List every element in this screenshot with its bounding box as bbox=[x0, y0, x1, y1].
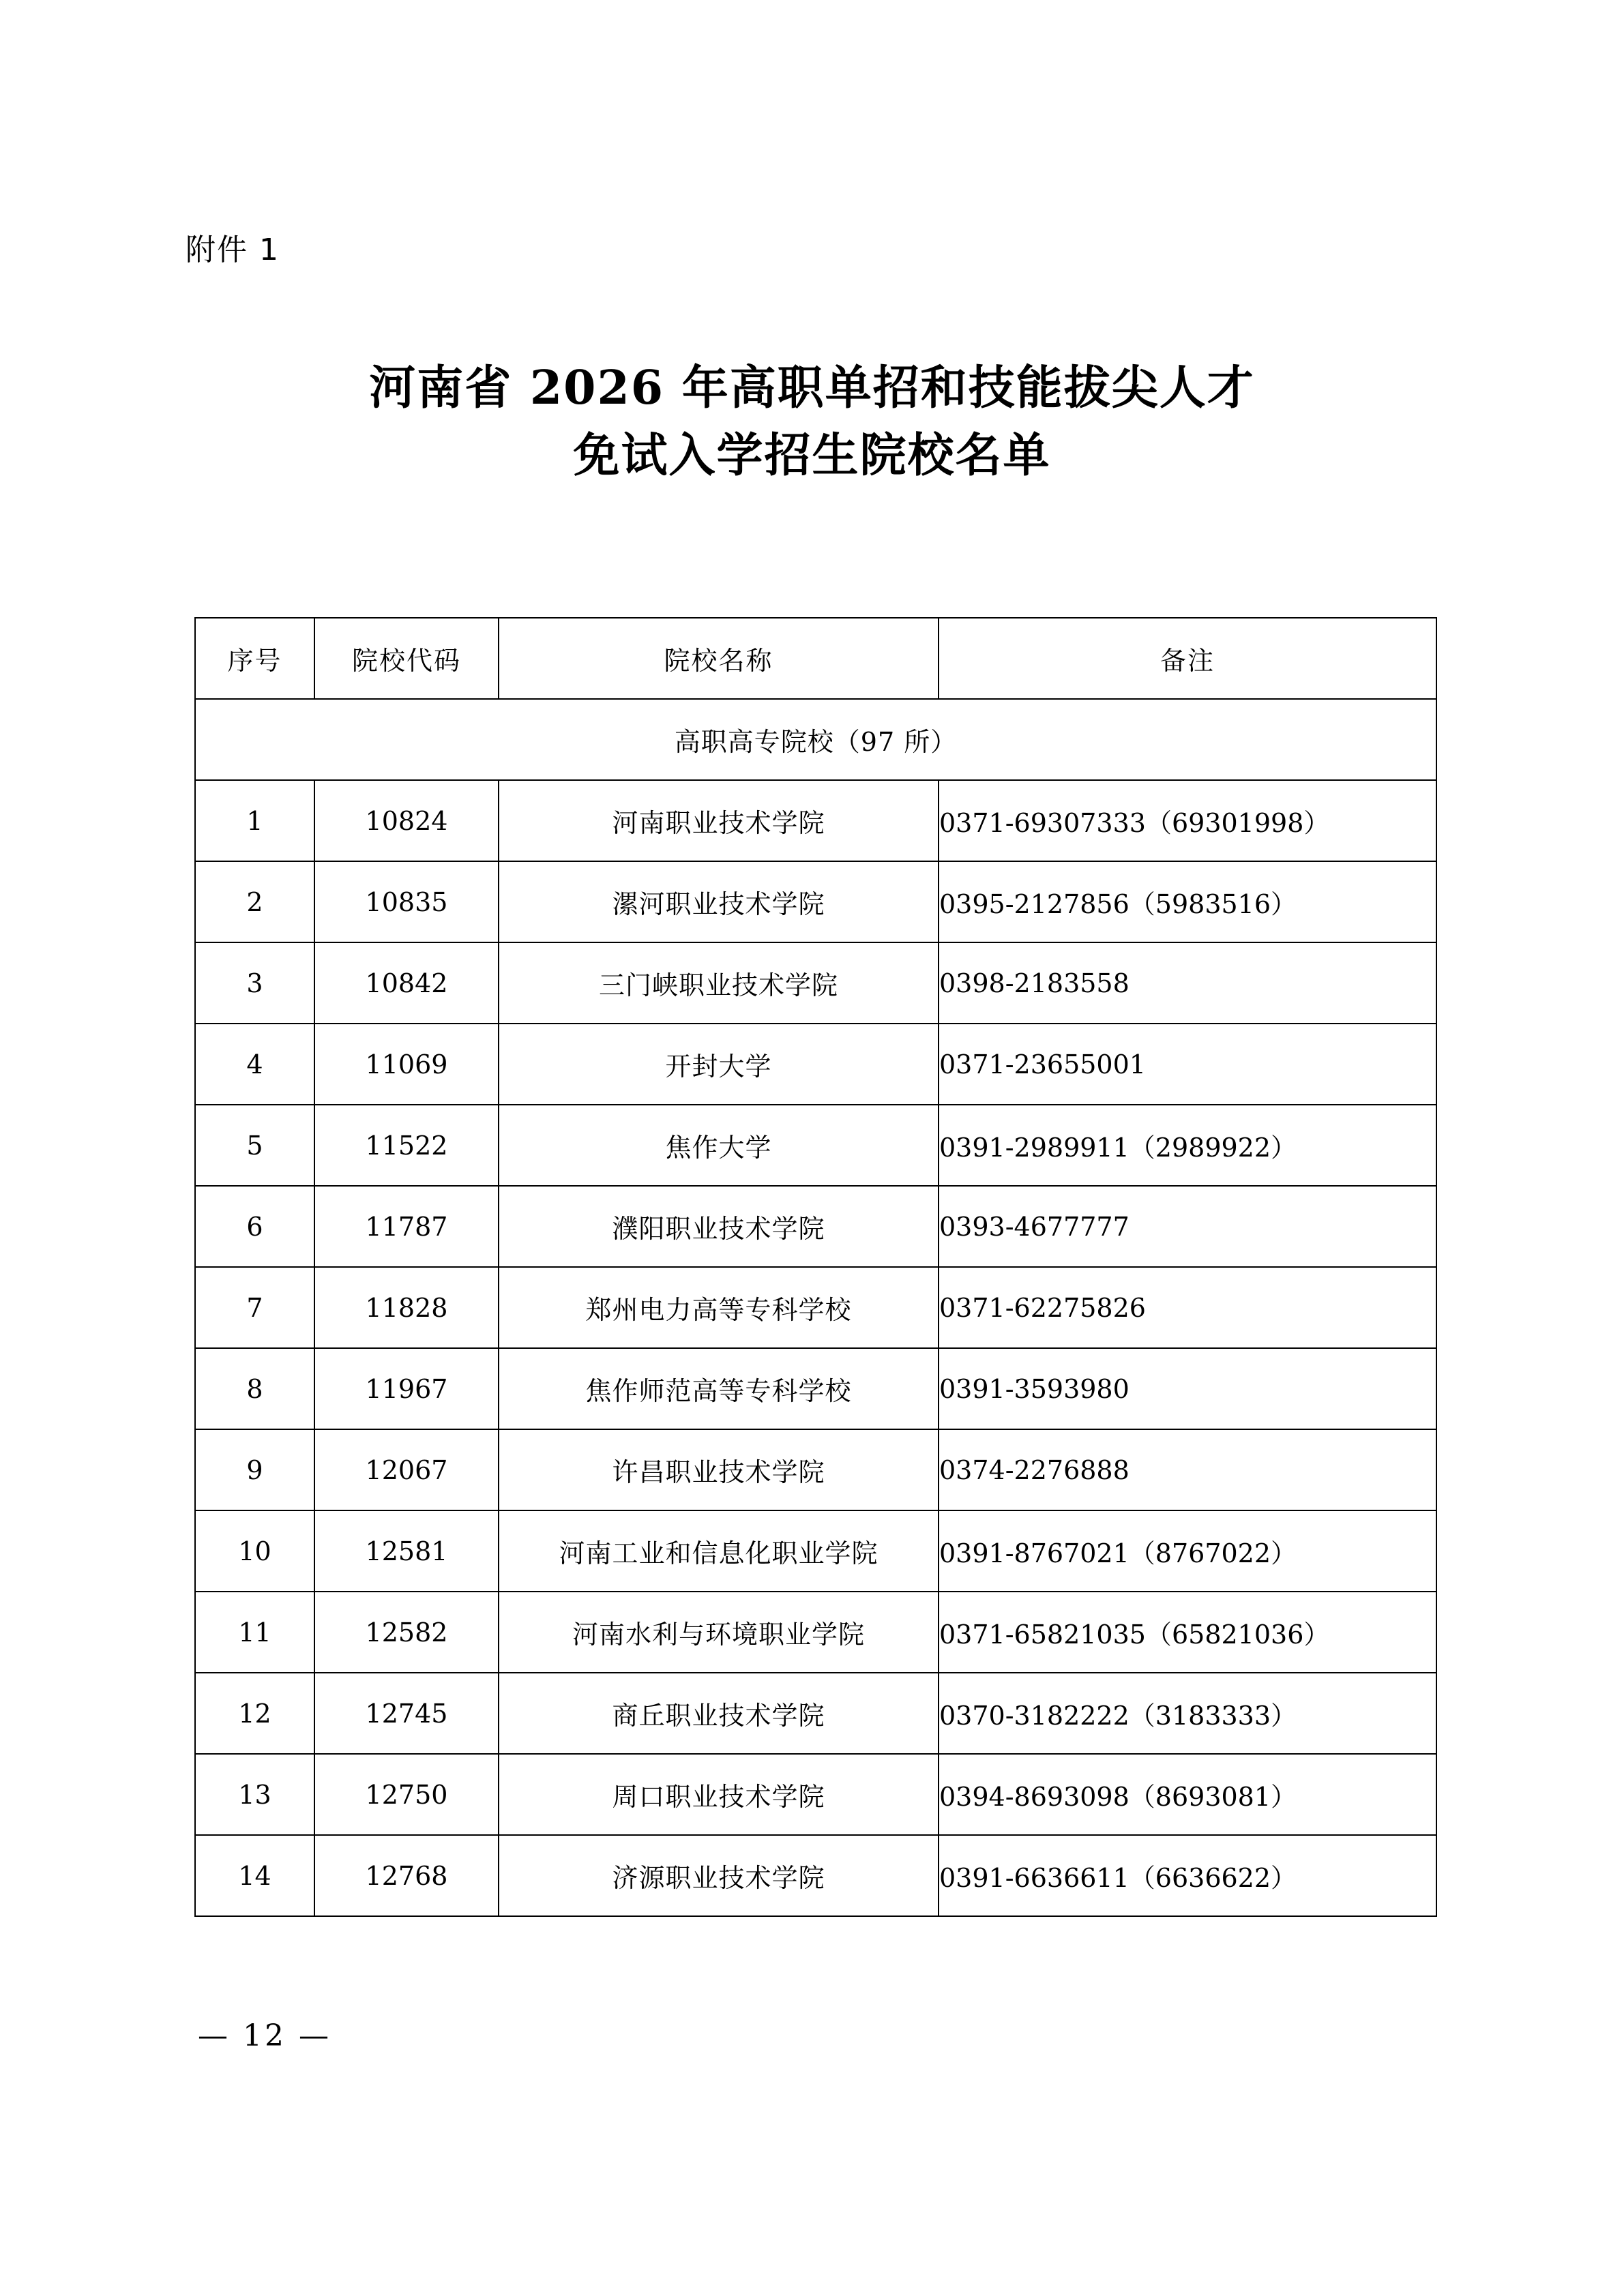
cell-name: 河南工业和信息化职业学院 bbox=[499, 1510, 939, 1592]
cell-index: 4 bbox=[195, 1024, 314, 1105]
table-section-row bbox=[195, 699, 1436, 780]
cell-code: 11967 bbox=[314, 1348, 499, 1429]
cell-name: 漯河职业技术学院 bbox=[499, 861, 939, 942]
cell-index: 12 bbox=[195, 1673, 314, 1754]
cell-index: 13 bbox=[195, 1754, 314, 1835]
cell-code: 11787 bbox=[314, 1186, 499, 1267]
table-row bbox=[195, 1105, 1436, 1186]
cell-note: 0371-62275826 bbox=[939, 1267, 1436, 1348]
cell-name: 郑州电力高等专科学校 bbox=[499, 1267, 939, 1348]
page-title bbox=[0, 355, 1624, 489]
column-header-index: 序号 bbox=[195, 618, 314, 699]
table-row bbox=[195, 1348, 1436, 1429]
cell-note: 0395-2127856（5983516） bbox=[939, 861, 1436, 942]
cell-name: 濮阳职业技术学院 bbox=[499, 1186, 939, 1267]
cell-code: 12582 bbox=[314, 1592, 499, 1673]
cell-name: 焦作大学 bbox=[499, 1105, 939, 1186]
table-row bbox=[195, 1024, 1436, 1105]
column-header-code: 院校代码 bbox=[314, 618, 499, 699]
cell-name: 焦作师范高等专科学校 bbox=[499, 1348, 939, 1429]
cell-index: 11 bbox=[195, 1592, 314, 1673]
cell-note: 0398-2183558 bbox=[939, 942, 1436, 1024]
table-header-row bbox=[195, 618, 1436, 699]
cell-code: 10824 bbox=[314, 780, 499, 861]
page-title-line-2: 免试入学招生院校名单 bbox=[573, 428, 1051, 483]
cell-code: 12581 bbox=[314, 1510, 499, 1592]
table-row bbox=[195, 1186, 1436, 1267]
cell-index: 5 bbox=[195, 1105, 314, 1186]
cell-name: 河南水利与环境职业学院 bbox=[499, 1592, 939, 1673]
cell-note: 0370-3182222（3183333） bbox=[939, 1673, 1436, 1754]
cell-note: 0394-8693098（8693081） bbox=[939, 1754, 1436, 1835]
cell-index: 6 bbox=[195, 1186, 314, 1267]
table-row bbox=[195, 1754, 1436, 1835]
cell-note: 0371-65821035（65821036） bbox=[939, 1592, 1436, 1673]
table-row bbox=[195, 1673, 1436, 1754]
cell-code: 12067 bbox=[314, 1429, 499, 1510]
cell-note: 0374-2276888 bbox=[939, 1429, 1436, 1510]
cell-code: 11069 bbox=[314, 1024, 499, 1105]
attachment-label: 附件 1 bbox=[186, 233, 280, 267]
table-row bbox=[195, 861, 1436, 942]
cell-name: 许昌职业技术学院 bbox=[499, 1429, 939, 1510]
cell-name: 开封大学 bbox=[499, 1024, 939, 1105]
cell-note: 0371-23655001 bbox=[939, 1024, 1436, 1105]
table-row bbox=[195, 1267, 1436, 1348]
cell-code: 12745 bbox=[314, 1673, 499, 1754]
cell-index: 14 bbox=[195, 1835, 314, 1916]
cell-code: 12750 bbox=[314, 1754, 499, 1835]
schools-table bbox=[194, 617, 1437, 1917]
cell-code: 10842 bbox=[314, 942, 499, 1024]
column-header-name: 院校名称 bbox=[499, 618, 939, 699]
column-header-note: 备注 bbox=[939, 618, 1436, 699]
cell-index: 2 bbox=[195, 861, 314, 942]
cell-note: 0391-8767021（8767022） bbox=[939, 1510, 1436, 1592]
cell-name: 周口职业技术学院 bbox=[499, 1754, 939, 1835]
cell-code: 10835 bbox=[314, 861, 499, 942]
cell-code: 11828 bbox=[314, 1267, 499, 1348]
cell-note: 0393-4677777 bbox=[939, 1186, 1436, 1267]
table-row bbox=[195, 1510, 1436, 1592]
cell-index: 9 bbox=[195, 1429, 314, 1510]
cell-note: 0371-69307333（69301998） bbox=[939, 780, 1436, 861]
cell-index: 3 bbox=[195, 942, 314, 1024]
table-row bbox=[195, 942, 1436, 1024]
page-number: — 12 — bbox=[198, 2018, 331, 2053]
section-title: 高职高专院校（97 所） bbox=[195, 699, 1436, 780]
cell-name: 河南职业技术学院 bbox=[499, 780, 939, 861]
cell-note: 0391-3593980 bbox=[939, 1348, 1436, 1429]
table-row bbox=[195, 1835, 1436, 1916]
cell-index: 1 bbox=[195, 780, 314, 861]
cell-note: 0391-6636611（6636622） bbox=[939, 1835, 1436, 1916]
cell-note: 0391-2989911（2989922） bbox=[939, 1105, 1436, 1186]
page-title-line-1: 河南省 2026 年高职单招和技能拔尖人才 bbox=[369, 361, 1255, 415]
table-row bbox=[195, 1592, 1436, 1673]
cell-name: 三门峡职业技术学院 bbox=[499, 942, 939, 1024]
cell-code: 12768 bbox=[314, 1835, 499, 1916]
cell-name: 济源职业技术学院 bbox=[499, 1835, 939, 1916]
table-row bbox=[195, 780, 1436, 861]
cell-index: 8 bbox=[195, 1348, 314, 1429]
cell-index: 10 bbox=[195, 1510, 314, 1592]
table-row bbox=[195, 1429, 1436, 1510]
cell-code: 11522 bbox=[314, 1105, 499, 1186]
cell-name: 商丘职业技术学院 bbox=[499, 1673, 939, 1754]
cell-index: 7 bbox=[195, 1267, 314, 1348]
